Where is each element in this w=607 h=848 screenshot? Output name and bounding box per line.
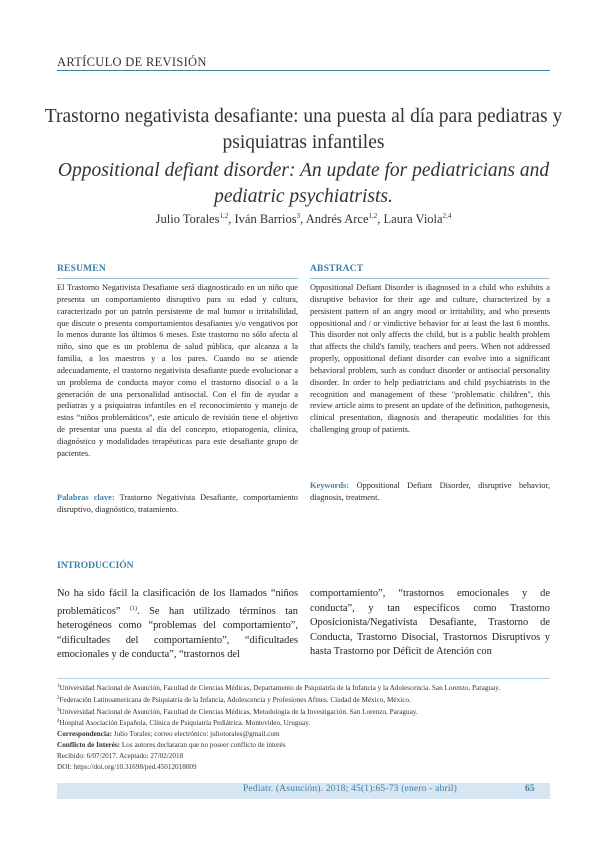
author-name: Laura Viola — [383, 212, 443, 226]
author-affiliation: 3 — [296, 212, 301, 220]
abstract-divider — [310, 278, 550, 279]
affiliation-text: Federación Latinoamericana de Psiquiatría de la Infancia, Adolescencia y Profesiones Afines. Ciudad de México, México. — [59, 695, 411, 704]
conflict-label: Conflicto de Interés: — [57, 740, 121, 749]
correspondence — [57, 729, 550, 740]
author-name: Julio Torales — [155, 212, 220, 226]
footnotes — [57, 682, 550, 772]
conflict-of-interest — [57, 740, 550, 751]
intro-right-column: comportamiento”, “trastornos emocionales y de conducta”, y tan específicos como Trastorno Oposicionista/Negativista Desafiante, Trastorno de Conducta, Trastorno Disocial, Trastornos Disruptivos y hasta Trastorno por Déficit de Atención con — [310, 588, 550, 658]
conflict-text: Los autores declararan que no poseer conflicto de interés — [120, 740, 286, 749]
correspondence-label: Correspondencia: — [57, 730, 112, 739]
author-name: Andrés Arce — [305, 212, 369, 226]
affiliation-text: Hospital Asociación Española, Clínica de Psiquiatría Pediátrica. Montevideo, Uruguay. — [59, 719, 311, 728]
intro-text: . Se han utilizado términos tan heterogéneos como “problemas del comportamiento”, “dificultades del comportamiento”, “dificultades emocionales y de conducta”, “trastornos del — [57, 605, 298, 661]
author-affiliation: 1,2 — [368, 212, 378, 220]
intro-left-column — [57, 587, 298, 663]
affiliation-text: Universidad Nacional de Asunción, Facultad de Ciencias Médicas, Departamento de Psiquiatría de la Infancia y la Adolescencia. San Lorenzo, Paraguay. — [59, 684, 501, 692]
resumen-heading: RESUMEN — [57, 264, 106, 274]
doi: DOI: https://doi.org/10.31698/ped.45012018009 — [57, 762, 197, 771]
title-english: Oppositional defiant disorder: An update for pediatricians and pediatric psychiatrists. — [57, 160, 550, 207]
affiliation-number: 3 — [57, 707, 60, 713]
citation-ref: (1) — [130, 605, 137, 612]
correspondence-text: Julio Torales; correo electrónico: juliotorales@gmail.com — [111, 730, 280, 739]
author-affiliation: 2,4 — [442, 212, 452, 220]
resumen-divider — [57, 278, 298, 279]
abstract-keywords — [310, 480, 550, 504]
author-name: Iván Barrios — [234, 212, 297, 226]
resumen-text: El Trastorno Negativista Desafiante será diagnosticado en un niño que presenta un comportamiento disruptivo para su edad y cultura, caracterizado por un patrón persistente de mal humor o irritabilidad, que discute o presenta comportamientos desafiantes y/o vengativos por lo menos durante los últimos 6 meses. Este trastorno no sólo afecta al niño, sino que es un problema de salud pública, que alcanza a la familia, a los maestros y a los pares. Cuando no se atiende adecuadamente, el trastorno negativista desafiante puede evolucionar a un problema de conducta mayor como el trastorno disocial o a la generación de una personalidad antisocial. Con el fin de ayudar a pediatras y a psiquiatras infantiles en el reconocimiento y manejo de estos “niños problemáticos”, este artículo de revisión tiene el objetivo de presentar una puesta al día del concepto, etiopatogenia, clínica, diagnóstico y modalidades terapéuticas para este desafiante grupo de pacientes. — [57, 283, 298, 458]
page-number: 65 — [525, 784, 535, 794]
section-label: ARTÍCULO DE REVISIÓN — [57, 55, 207, 69]
affiliation-2 — [57, 694, 550, 706]
title-spanish: Trastorno negativista desafiante: una puesta al día para pediatras y psiquiatras infantiles — [44, 106, 563, 153]
keywords-text: Oppositional Defiant Disorder, disruptive behavior, diagnosis, treatment. — [310, 481, 551, 502]
author-separator: , — [300, 212, 306, 226]
received-dates: Recibido: 6/07/2017. Aceptado: 27/02/2018 — [57, 751, 184, 760]
footnote-divider — [57, 678, 550, 679]
keywords-label: Keywords: — [310, 481, 350, 490]
section-divider — [57, 70, 550, 71]
resumen-keywords — [57, 492, 298, 516]
author-separator: , — [377, 212, 384, 226]
journal-citation: Pediatr. (Asunción). 2018; 45(1):65-73 (enero - abril) — [243, 784, 457, 794]
affiliation-3 — [57, 706, 550, 718]
affiliation-number: 2 — [57, 695, 60, 701]
author-affiliation: 1,2 — [219, 212, 229, 220]
affiliation-number: 4 — [57, 719, 60, 725]
affiliation-number: 1 — [57, 684, 60, 689]
abstract-text: Oppositional Defiant Disorder is diagnosed in a child who exhibits a disruptive behavior for their age and culture, characterized by a persistent pattern of an angry mood or irritability, and who presents oppositional and / or vindictive behavior for at least the last 6 months. This disorder not only affects the child, but is a public health problem that affects the child's family, teachers and peers. When not addressed properly, oppositional defiant disorder can evolve into a significant behavioral problem, such as conduct disorder or antisocial personality disorder. In order to help pediatricians and child psychiatrists in the recognition and management of these "problematic children", this review article aims to present an update of the definition, pathogenesis, clinical presentation, diagnosis and therapeutic modalities for this challenging group of patients. — [310, 283, 550, 435]
author-separator: , — [228, 212, 235, 226]
keywords-text: Trastorno Negativista Desafiante, comportamiento disruptivo, diagnóstico, tratamiento. — [57, 493, 298, 514]
intro-text: No ha sido fácil la clasificación de los llamados “niños problemáticos” — [57, 588, 298, 617]
affiliation-text: Universidad Nacional de Asunción, Facultad de Ciencias Médicas, Metodología de la Investigación. San Lorenzo, Paraguay. — [59, 707, 418, 716]
keywords-label: Palabras clave: — [57, 493, 115, 502]
abstract-heading: ABSTRACT — [310, 264, 364, 274]
intro-heading: INTRODUCCIÓN — [57, 561, 134, 571]
affiliation-4 — [57, 717, 550, 729]
author-list — [40, 212, 567, 227]
affiliation-1 — [57, 682, 550, 694]
